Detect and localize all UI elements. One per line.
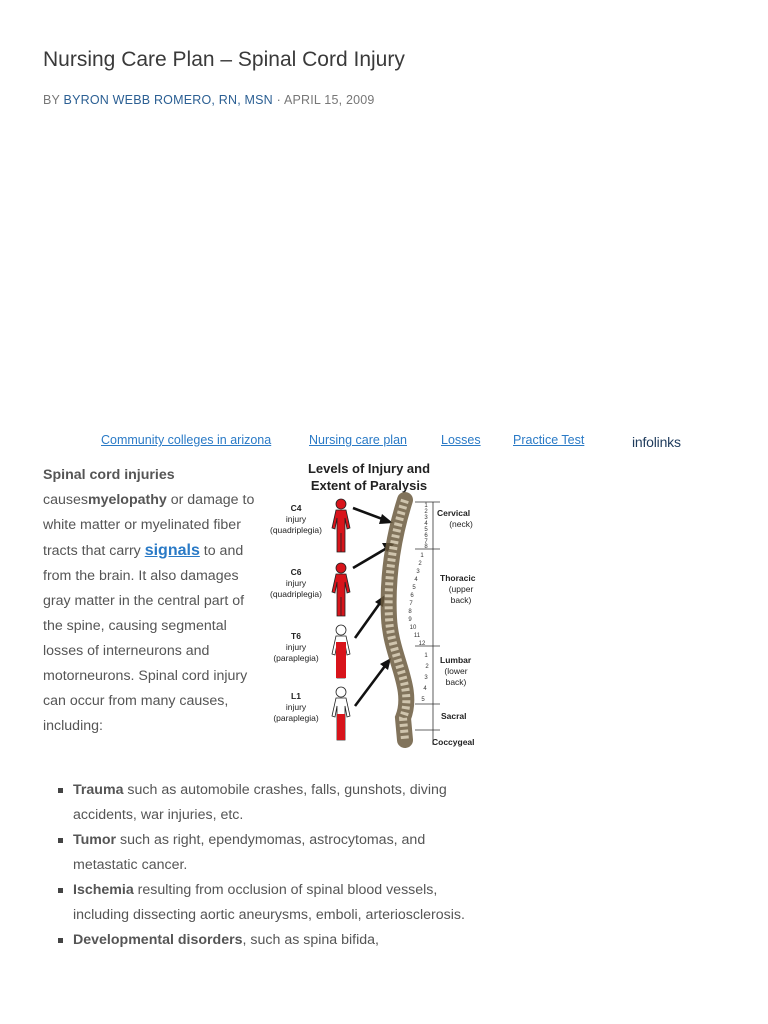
ad-link-losses[interactable]: Losses (441, 433, 481, 447)
intro-paragraph (43, 463, 265, 739)
region-sacral: Sacral (441, 711, 467, 721)
cause-term-ischemia: Ischemia (73, 882, 134, 898)
svg-text:3: 3 (424, 515, 428, 521)
svg-text:12: 12 (418, 641, 426, 647)
intro-text-1: causes (43, 492, 88, 508)
svg-text:8: 8 (424, 544, 428, 550)
causes-list (73, 778, 483, 953)
intro-text-2: or damage to white matter or myelinated fiber tracts that carry (43, 492, 255, 559)
svg-text:8: 8 (408, 609, 412, 615)
author-link[interactable]: BYRON WEBB ROMERO, RN, MSN (63, 93, 273, 107)
cause-term-tumor: Tumor (73, 832, 117, 848)
injury-extent-l1: (paraplegia) (273, 713, 319, 723)
svg-text:5: 5 (424, 527, 428, 533)
injury-type-c6: injury (285, 578, 307, 588)
svg-text:5: 5 (412, 585, 416, 591)
svg-text:4: 4 (414, 577, 418, 583)
region-lumbar-sub2: back) (445, 677, 467, 687)
region-cervical: Cervical (437, 508, 471, 518)
cause-text-developmental: , such as spina bifida, (242, 932, 379, 948)
infolinks-logo[interactable]: infolinks (632, 434, 681, 450)
svg-text:6: 6 (424, 533, 428, 539)
injury-extent-c4: (quadriplegia) (270, 525, 322, 535)
cause-term-trauma: Trauma (73, 782, 124, 798)
svg-text:4: 4 (424, 521, 428, 527)
cause-text-tumor: such as right, ependymomas, astrocytomas, and metastatic cancer. (73, 832, 426, 873)
injury-extent-c6: (quadriplegia) (270, 589, 322, 599)
intro-bold-term: myelopathy (87, 492, 167, 508)
svg-text:2: 2 (424, 509, 428, 515)
ad-link-practice-test[interactable]: Practice Test (513, 433, 585, 447)
injury-level-c6: C6 (290, 567, 302, 577)
list-item (73, 778, 483, 828)
svg-text:7: 7 (409, 601, 413, 607)
cause-text-ischemia: resulting from occlusion of spinal blood vessels, including dissecting aortic aneurysms, emboli, arteriosclerosis. (73, 882, 465, 923)
list-item (73, 928, 483, 953)
svg-text:7: 7 (424, 539, 428, 545)
signals-link[interactable]: signals (144, 542, 200, 559)
region-cervical-sub: (neck) (449, 519, 473, 529)
svg-text:5: 5 (421, 697, 425, 703)
region-lumbar-sub1: (lower (444, 666, 468, 676)
intro-bold-start: Spinal cord injuries (43, 467, 175, 483)
svg-text:2: 2 (425, 664, 429, 670)
byline-separator: · (272, 93, 284, 107)
svg-text:11: 11 (413, 633, 421, 639)
region-thoracic: Thoracic (440, 573, 476, 583)
svg-text:1: 1 (420, 553, 424, 559)
svg-text:10: 10 (409, 625, 417, 631)
svg-text:6: 6 (410, 593, 414, 599)
paralysis-levels-diagram (265, 458, 485, 750)
injury-type-c4: injury (285, 514, 307, 524)
article-byline (43, 93, 375, 107)
cause-text-trauma: such as automobile crashes, falls, gunshots, diving accidents, war injuries, etc. (73, 782, 447, 823)
region-coccygeal: Coccygeal (432, 737, 475, 747)
svg-text:9: 9 (408, 617, 412, 623)
byline-prefix: BY (43, 93, 64, 107)
svg-text:2: 2 (418, 561, 422, 567)
publish-date: APRIL 15, 2009 (283, 93, 375, 107)
region-lumbar: Lumbar (440, 655, 472, 665)
svg-text:1: 1 (424, 503, 428, 509)
svg-text:4: 4 (423, 686, 427, 692)
ad-link-community-colleges[interactable]: Community colleges in arizona (101, 433, 272, 447)
svg-text:1: 1 (424, 653, 428, 659)
injury-level-t6: T6 (291, 631, 301, 641)
list-item (73, 828, 483, 878)
injury-level-l1: L1 (291, 691, 301, 701)
svg-text:3: 3 (424, 675, 428, 681)
injury-level-c4: C4 (290, 503, 302, 513)
injury-type-l1: injury (285, 702, 307, 712)
cause-term-developmental: Developmental disorders (73, 932, 243, 948)
ad-link-nursing-care-plan[interactable]: Nursing care plan (309, 433, 407, 447)
region-thoracic-sub2: back) (450, 595, 472, 605)
list-item (73, 878, 483, 928)
injury-type-t6: injury (285, 642, 307, 652)
article-title: Nursing Care Plan – Spinal Cord Injury (43, 48, 405, 71)
figure-title-line2: Extent of Paralysis (310, 478, 428, 493)
figure-title-line1: Levels of Injury and (307, 461, 431, 476)
intro-text-3: to and from the brain. It also damages gray matter in the central part of the spine, causing segmental losses of interneurons and motorneurons. Spinal cord injury can occur from many causes, including: (43, 543, 248, 734)
region-thoracic-sub1: (upper (448, 584, 474, 594)
paralysis-levels-figure (265, 458, 485, 750)
injury-extent-t6: (paraplegia) (273, 653, 319, 663)
svg-text:3: 3 (416, 569, 420, 575)
